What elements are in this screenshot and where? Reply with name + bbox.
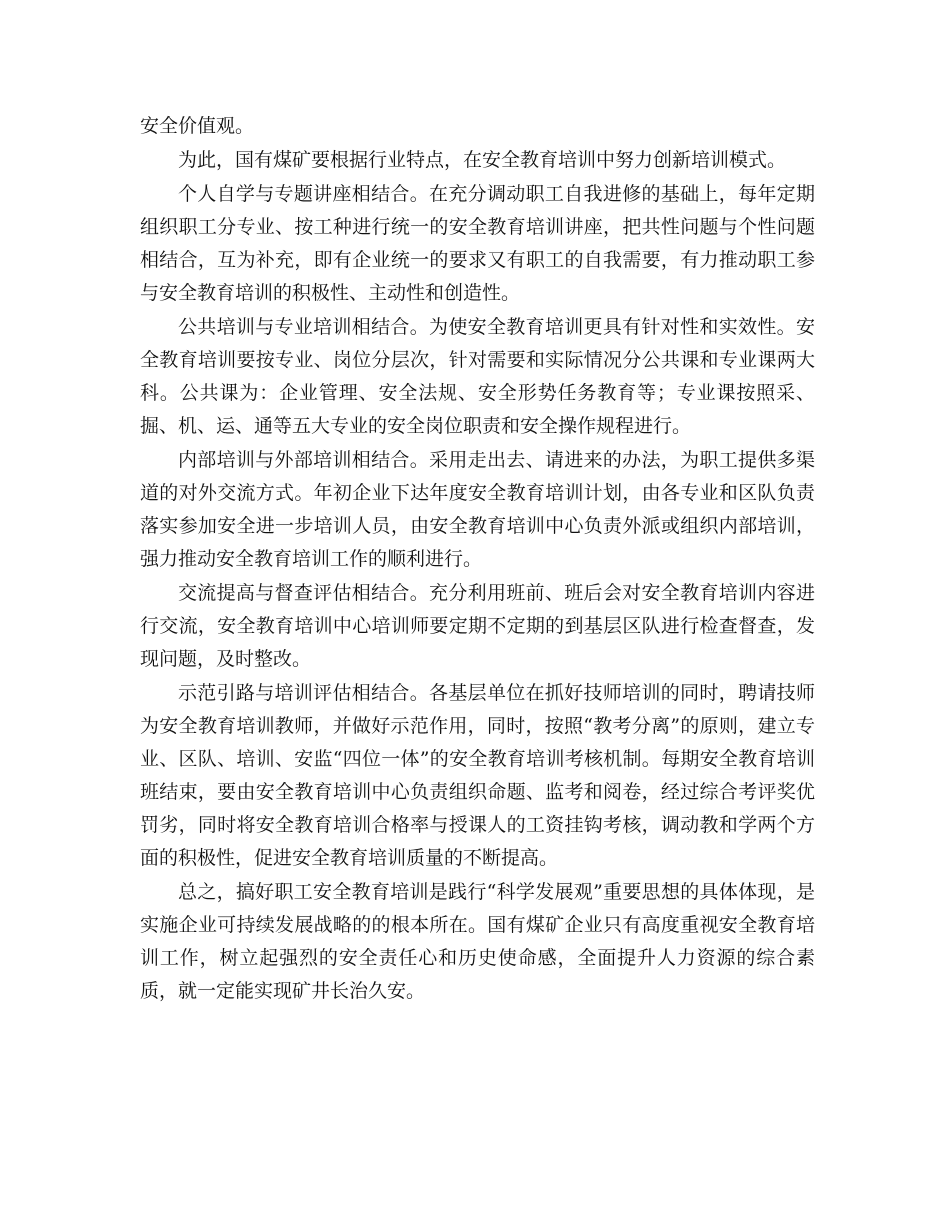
paragraph-public-training: 公共培训与专业培训相结合。为使安全教育培训更具有针对性和实效性。安全教育培训要按专业、岗位分层次，针对需要和实际情况分公共课和专业课两大科。公共课为：企业管理、安全法规、安全形势任务教育等；专业课按照采、掘、机、运、通等五大专业的安全岗位职责和安全操作规程进行。 [140,316,815,437]
paragraph-conclusion: 总之，搞好职工安全教育培训是践行“科学发展观”重要思想的具体体现，是实施企业可持续发展战略的的根本所在。国有煤矿企业只有高度重视安全教育培训工作，树立起强烈的安全责任心和历史使命感，全面提升人力资源的综合素质，就一定能实现矿井长治久安。 [140,881,815,1002]
paragraph-intro: 为此，国有煤矿要根据行业特点，在安全教育培训中努力创新培训模式。 [178,149,787,171]
paragraph-exchange: 交流提高与督查评估相结合。充分利用班前、班后会对安全教育培训内容进行交流，安全教育培训中心培训师要定期不定期的到基层区队进行检查督查，发现问题，及时整改。 [140,582,815,670]
paragraph-continuation: 安全价值观。 [140,115,255,137]
paragraph-internal-training: 内部培训与外部培训相结合。采用走出去、请进来的办法，为职工提供多渠道的对外交流方式。年初企业下达年度安全教育培训计划，由各专业和区队负责落实参加安全进一步培训人员，由安全教育培训中心负责外派或组织内部培训，强力推动安全教育培训工作的顺利进行。 [140,449,815,570]
paragraph-demonstration: 示范引路与培训评估相结合。各基层单位在抓好技师培训的同时，聘请技师为安全教育培训教师，并做好示范作用，同时，按照“教考分离”的原则，建立专业、区队、培训、安监“四位一体”的安全教育培训考核机制。每期安全教育培训班结束，要由安全教育培训中心负责组织命题、监考和阅卷，经过综合考评奖优罚劣，同时将安全教育培训合格率与授课人的工资挂钩考核，调动教和学两个方面的积极性，促进安全教育培训质量的不断提高。 [140,682,815,869]
document-body [140,110,815,1009]
paragraph-self-study: 个人自学与专题讲座相结合。在充分调动职工自我进修的基础上，每年定期组织职工分专业、按工种进行统一的安全教育培训讲座，把共性问题与个性问题相结合，互为补充，即有企业统一的要求又有职工的自我需要，有力推动职工参与安全教育培训的积极性、主动性和创造性。 [140,183,815,304]
